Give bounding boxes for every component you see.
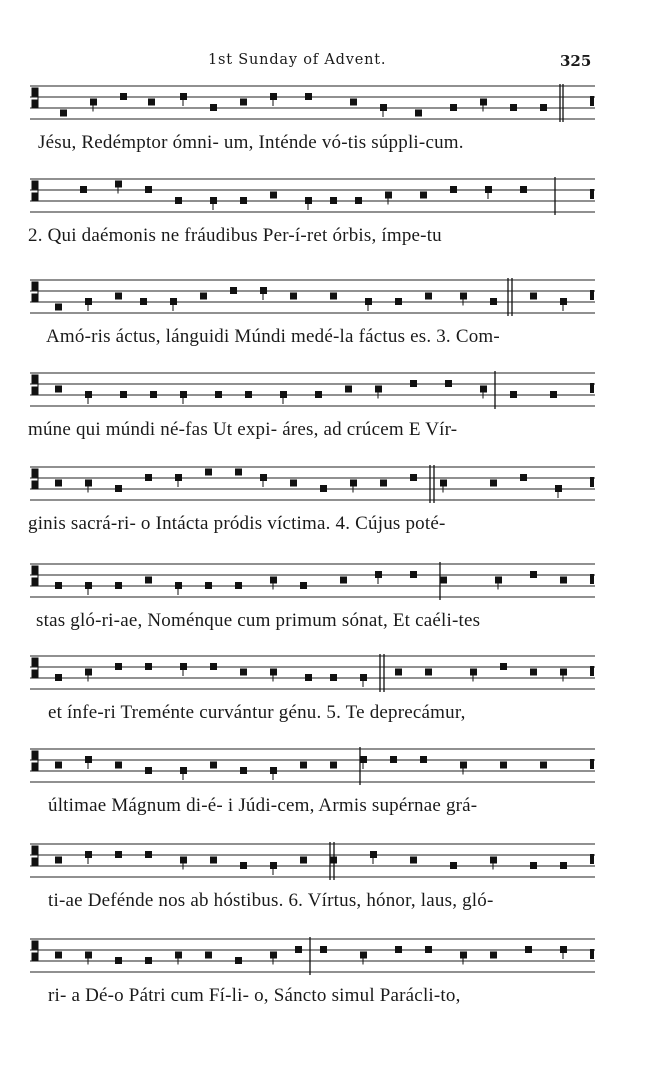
neume-note (145, 767, 152, 774)
neume-note (355, 197, 362, 204)
neume-note (205, 582, 212, 589)
neume-note (485, 186, 492, 193)
neume-note (330, 293, 337, 300)
chant-staff-7 (30, 652, 595, 696)
neume-note (560, 862, 567, 869)
neume-note (395, 946, 402, 953)
neume-note (120, 391, 127, 398)
neume-note (410, 380, 417, 387)
lyric-line-8: últimae Mágnum di-é- i Júdi-cem, Armis supérnae grá- (48, 795, 478, 816)
neume-note (60, 110, 67, 117)
neume-note (145, 851, 152, 858)
neume-note (395, 669, 402, 676)
neume-note (115, 957, 122, 964)
neume-note (415, 110, 422, 117)
neume-note (115, 582, 122, 589)
neume-note (270, 952, 277, 959)
neume-note (560, 669, 567, 676)
neume-note (85, 756, 92, 763)
neume-note (55, 582, 62, 589)
neume-note (340, 577, 347, 584)
custos-mark (590, 383, 594, 393)
neume-note (235, 957, 242, 964)
neume-note (210, 663, 217, 670)
neume-note (410, 571, 417, 578)
neume-note (270, 192, 277, 199)
neume-note (210, 197, 217, 204)
lyric-line-6: stas gló-ri-ae, Noménque cum primum sónat, Et caéli-tes (36, 610, 481, 631)
neume-note (180, 391, 187, 398)
neume-note (425, 669, 432, 676)
custos-mark (590, 96, 594, 106)
neume-note (530, 669, 537, 676)
neume-note (180, 857, 187, 864)
custos-mark (590, 759, 594, 769)
neume-note (295, 946, 302, 953)
neume-note (360, 952, 367, 959)
neume-note (460, 293, 467, 300)
page-number: 325 (560, 52, 592, 70)
neume-note (85, 952, 92, 959)
neume-note (460, 952, 467, 959)
neume-note (55, 674, 62, 681)
neume-note (240, 669, 247, 676)
neume-note (520, 186, 527, 193)
neume-note (510, 104, 517, 111)
neume-note (115, 663, 122, 670)
neume-note (85, 669, 92, 676)
neume-note (450, 862, 457, 869)
lyric-line-4: múne qui múndi né-fas Ut expi- áres, ad crúcem E Vír- (28, 419, 458, 440)
neume-note (205, 469, 212, 476)
neume-note (390, 756, 397, 763)
custos-mark (590, 477, 594, 487)
neume-note (440, 480, 447, 487)
neume-note (530, 862, 537, 869)
chant-staff-3 (30, 276, 595, 320)
neume-note (175, 474, 182, 481)
neume-note (330, 674, 337, 681)
neume-note (260, 474, 267, 481)
neume-note (145, 957, 152, 964)
lyric-line-1: Jésu, Redémptor ómni- um, Inténde vó-tis súppli-cum. (38, 132, 464, 153)
neume-note (330, 197, 337, 204)
neume-note (380, 480, 387, 487)
neume-note (410, 474, 417, 481)
neume-note (180, 663, 187, 670)
neume-note (260, 287, 267, 294)
neume-note (210, 857, 217, 864)
c-clef-icon (32, 658, 38, 678)
c-clef-icon (32, 88, 38, 108)
neume-note (425, 293, 432, 300)
neume-note (315, 391, 322, 398)
chant-staff-5 (30, 463, 595, 507)
chant-staff-2 (30, 175, 595, 219)
neume-note (240, 862, 247, 869)
neume-note (500, 663, 507, 670)
neume-note (300, 762, 307, 769)
custos-mark (590, 949, 594, 959)
neume-note (90, 99, 97, 106)
neume-note (360, 674, 367, 681)
neume-note (180, 93, 187, 100)
lyric-line-9: ti-ae Defénde nos ab hóstibus. 6. Vírtus, hónor, laus, gló- (48, 890, 494, 911)
neume-note (215, 391, 222, 398)
neume-note (55, 386, 62, 393)
neume-note (270, 767, 277, 774)
c-clef-icon (32, 181, 38, 201)
neume-note (540, 104, 547, 111)
custos-mark (590, 189, 594, 199)
neume-note (240, 767, 247, 774)
neume-note (80, 186, 87, 193)
neume-note (525, 946, 532, 953)
chant-staff-4 (30, 369, 595, 413)
neume-note (375, 386, 382, 393)
neume-note (145, 663, 152, 670)
neume-note (148, 99, 155, 106)
neume-note (245, 391, 252, 398)
neume-note (490, 857, 497, 864)
c-clef-icon (32, 751, 38, 771)
neume-note (85, 480, 92, 487)
neume-note (200, 293, 207, 300)
neume-note (560, 946, 567, 953)
neume-note (270, 93, 277, 100)
neume-note (305, 197, 312, 204)
neume-note (530, 571, 537, 578)
c-clef-icon (32, 846, 38, 866)
page-title: 1st Sunday of Advent. (208, 52, 387, 68)
neume-note (305, 93, 312, 100)
neume-note (175, 197, 182, 204)
lyric-line-5: ginis sacrá-ri- o Intácta pródis víctima. 4. Cújus poté- (28, 513, 446, 534)
neume-note (480, 99, 487, 106)
neume-note (375, 571, 382, 578)
neume-note (420, 756, 427, 763)
neume-note (240, 197, 247, 204)
chant-staff-9 (30, 840, 595, 884)
neume-note (230, 287, 237, 294)
neume-note (385, 192, 392, 199)
lyric-line-2: 2. Qui daémonis ne fráudibus Per-í-ret órbis, ímpe-tu (28, 225, 442, 246)
neume-note (170, 298, 177, 305)
neume-note (520, 474, 527, 481)
neume-note (235, 469, 242, 476)
neume-note (490, 298, 497, 305)
neume-note (305, 674, 312, 681)
neume-note (320, 485, 327, 492)
neume-note (350, 99, 357, 106)
neume-note (205, 952, 212, 959)
neume-note (115, 851, 122, 858)
neume-note (150, 391, 157, 398)
chant-staff-8 (30, 745, 595, 789)
neume-note (270, 862, 277, 869)
neume-note (500, 762, 507, 769)
neume-note (210, 762, 217, 769)
neume-note (115, 181, 122, 188)
neume-note (490, 480, 497, 487)
neume-note (420, 192, 427, 199)
neume-note (145, 186, 152, 193)
neume-note (555, 485, 562, 492)
neume-note (560, 298, 567, 305)
neume-note (300, 582, 307, 589)
neume-note (120, 93, 127, 100)
chant-staff-1 (30, 82, 595, 126)
neume-note (290, 480, 297, 487)
c-clef-icon (32, 941, 38, 961)
custos-mark (590, 574, 594, 584)
neume-note (440, 577, 447, 584)
neume-note (175, 582, 182, 589)
page-header (0, 52, 671, 72)
neume-note (55, 857, 62, 864)
custos-mark (590, 290, 594, 300)
neume-note (280, 391, 287, 398)
neume-note (55, 480, 62, 487)
neume-note (85, 391, 92, 398)
neume-note (330, 762, 337, 769)
neume-note (210, 104, 217, 111)
neume-note (240, 99, 247, 106)
lyric-line-7: et ínfe-ri Treménte curvántur génu. 5. Te deprecámur, (48, 702, 466, 723)
lyric-line-10: ri- a Dé-o Pátri cum Fí-li- o, Sáncto simul Parácli-to, (48, 985, 461, 1006)
c-clef-icon (32, 282, 38, 302)
neume-note (55, 762, 62, 769)
neume-note (450, 186, 457, 193)
neume-note (115, 293, 122, 300)
neume-note (530, 293, 537, 300)
neume-note (175, 952, 182, 959)
c-clef-icon (32, 566, 38, 586)
neume-note (490, 952, 497, 959)
neume-note (540, 762, 547, 769)
neume-note (180, 767, 187, 774)
neume-note (370, 851, 377, 858)
neume-note (85, 582, 92, 589)
neume-note (300, 857, 307, 864)
neume-note (290, 293, 297, 300)
chant-staff-10 (30, 935, 595, 979)
neume-note (145, 577, 152, 584)
neume-note (550, 391, 557, 398)
neume-note (235, 582, 242, 589)
neume-note (350, 480, 357, 487)
neume-note (395, 298, 402, 305)
neume-note (360, 756, 367, 763)
c-clef-icon (32, 469, 38, 489)
neume-note (115, 485, 122, 492)
neume-note (345, 386, 352, 393)
neume-note (140, 298, 147, 305)
neume-note (365, 298, 372, 305)
neume-note (115, 762, 122, 769)
lyric-line-3: Amó-ris áctus, lánguidi Múndi medé-la fáctus es. 3. Com- (46, 326, 500, 347)
neume-note (380, 104, 387, 111)
neume-note (470, 669, 477, 676)
neume-note (510, 391, 517, 398)
neume-note (410, 857, 417, 864)
neume-note (270, 577, 277, 584)
neume-note (85, 298, 92, 305)
neume-note (450, 104, 457, 111)
neume-note (85, 851, 92, 858)
neume-note (270, 669, 277, 676)
neume-note (445, 380, 452, 387)
neume-note (55, 304, 62, 311)
neume-note (145, 474, 152, 481)
neume-note (495, 577, 502, 584)
c-clef-icon (32, 375, 38, 395)
custos-mark (590, 854, 594, 864)
neume-note (320, 946, 327, 953)
neume-note (55, 952, 62, 959)
neume-note (480, 386, 487, 393)
neume-note (460, 762, 467, 769)
neume-note (560, 577, 567, 584)
custos-mark (590, 666, 594, 676)
chant-staff-6 (30, 560, 595, 604)
neume-note (425, 946, 432, 953)
